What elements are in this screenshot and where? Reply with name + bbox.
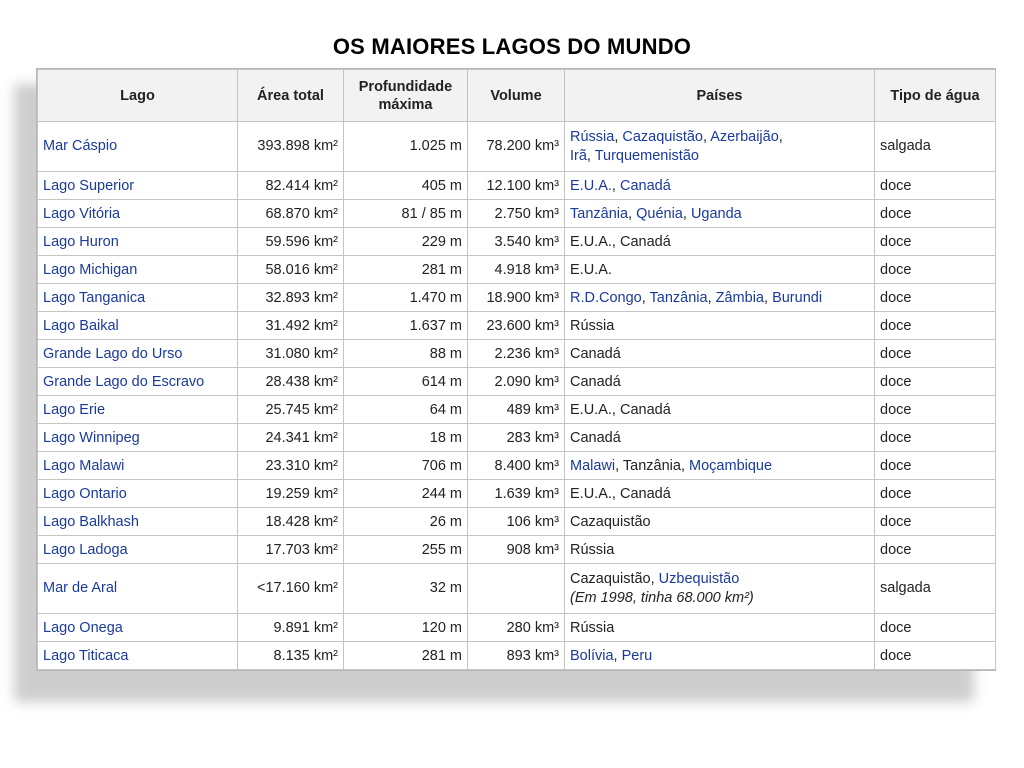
depth-cell: 405 m — [344, 172, 468, 200]
lake-name-cell — [38, 312, 238, 340]
lake-name-cell — [38, 508, 238, 536]
water-type-cell: doce — [875, 256, 996, 284]
table-row — [38, 122, 996, 172]
depth-cell: 32 m — [344, 564, 468, 614]
country-text: Canadá — [570, 345, 621, 362]
depth-cell: 1.637 m — [344, 312, 468, 340]
depth-cell: 281 m — [344, 256, 468, 284]
area-cell: 59.596 km² — [238, 228, 344, 256]
table-row — [38, 564, 996, 614]
depth-cell: 18 m — [344, 424, 468, 452]
water-type-cell: doce — [875, 284, 996, 312]
lake-name-cell — [38, 200, 238, 228]
water-type-cell: doce — [875, 424, 996, 452]
water-type-cell: doce — [875, 396, 996, 424]
water-type-cell: doce — [875, 368, 996, 396]
countries-cell: Malawi, Tanzânia, Moçambique — [565, 452, 875, 480]
lake-name-link[interactable]: Lago Winnipeg — [43, 429, 140, 446]
lake-name-cell — [38, 536, 238, 564]
area-cell: 25.745 km² — [238, 396, 344, 424]
area-cell: 82.414 km² — [238, 172, 344, 200]
country-text: Canadá — [619, 401, 671, 418]
table-row — [38, 396, 996, 424]
country-text: Rússia — [570, 317, 615, 334]
lake-name-cell — [38, 642, 238, 670]
lake-name-link[interactable]: Lago Ladoga — [43, 541, 128, 558]
lake-name-cell — [38, 480, 238, 508]
volume-cell: 2.090 km³ — [468, 368, 565, 396]
depth-cell: 120 m — [344, 614, 468, 642]
countries-cell: E.U.A., Canadá — [565, 172, 875, 200]
volume-cell: 18.900 km³ — [468, 284, 565, 312]
country-text: E.U.A. — [570, 233, 612, 250]
table-row — [38, 256, 996, 284]
countries-cell: E.U.A., Canadá — [565, 480, 875, 508]
country-link[interactable]: Irã — [570, 147, 587, 164]
country-link[interactable]: Peru — [621, 647, 653, 664]
area-cell: 9.891 km² — [238, 614, 344, 642]
country-link[interactable]: Azerbaijão — [710, 128, 779, 145]
table-row — [38, 200, 996, 228]
country-link[interactable]: Turquemenistão — [594, 147, 699, 164]
water-type-cell: doce — [875, 536, 996, 564]
countries-cell: Rússia, Cazaquistão, Azerbaijão, Irã, Turquemenistão — [565, 122, 875, 172]
table-row — [38, 424, 996, 452]
lake-name-cell — [38, 368, 238, 396]
lake-name-link[interactable]: Lago Onega — [43, 619, 123, 636]
country-text: E.U.A. — [570, 485, 612, 502]
volume-cell: 2.236 km³ — [468, 340, 565, 368]
water-type-cell: salgada — [875, 122, 996, 172]
depth-cell: 88 m — [344, 340, 468, 368]
lake-name-cell — [38, 284, 238, 312]
volume-cell: 908 km³ — [468, 536, 565, 564]
country-text: Rússia — [570, 541, 615, 558]
volume-cell: 106 km³ — [468, 508, 565, 536]
water-type-cell: doce — [875, 172, 996, 200]
depth-cell: 281 m — [344, 642, 468, 670]
country-text: Canadá — [619, 233, 671, 250]
countries-cell: Cazaquistão, Uzbequistão (Em 1998, tinha 68.000 km²) — [565, 564, 875, 614]
country-link[interactable]: Tanzânia — [570, 205, 629, 222]
country-link[interactable]: Bolívia — [570, 647, 614, 664]
column-header-lago: Lago — [38, 70, 238, 122]
countries-cell — [565, 508, 875, 536]
table-body — [38, 122, 996, 670]
volume-cell: 1.639 km³ — [468, 480, 565, 508]
depth-cell: 244 m — [344, 480, 468, 508]
area-note: (Em 1998, tinha 68.000 km²) — [570, 589, 754, 606]
column-header-countries: Países — [565, 70, 875, 122]
area-cell: 24.341 km² — [238, 424, 344, 452]
table-header-row — [38, 70, 996, 122]
water-type-cell: doce — [875, 508, 996, 536]
volume-cell: 8.400 km³ — [468, 452, 565, 480]
depth-cell: 64 m — [344, 396, 468, 424]
volume-cell: 23.600 km³ — [468, 312, 565, 340]
column-header-depth: Profundidade máxima — [344, 70, 468, 122]
water-type-cell: doce — [875, 614, 996, 642]
lake-name-link[interactable]: Lago Vitória — [43, 205, 121, 222]
lake-name-cell — [38, 122, 238, 172]
page-title: OS MAIORES LAGOS DO MUNDO — [332, 34, 692, 59]
depth-cell: 229 m — [344, 228, 468, 256]
lake-name-cell — [38, 452, 238, 480]
country-link[interactable]: Canadá — [619, 177, 671, 194]
area-cell: 393.898 km² — [238, 122, 344, 172]
country-text: Tanzânia — [622, 457, 681, 474]
country-link[interactable]: Burundi — [772, 289, 823, 306]
volume-cell: 3.540 km³ — [468, 228, 565, 256]
table-row — [38, 312, 996, 340]
lake-name-link[interactable]: Lago Huron — [43, 233, 119, 250]
countries-cell — [565, 312, 875, 340]
lake-name-cell — [38, 256, 238, 284]
country-text: Canadá — [570, 373, 621, 390]
lake-name-cell — [38, 614, 238, 642]
volume-cell: 280 km³ — [468, 614, 565, 642]
area-cell: 58.016 km² — [238, 256, 344, 284]
lake-name-link[interactable]: Grande Lago do Escravo — [43, 373, 205, 390]
lake-name-cell — [38, 424, 238, 452]
country-text: E.U.A. — [570, 261, 612, 278]
depth-cell: 26 m — [344, 508, 468, 536]
area-cell: 8.135 km² — [238, 642, 344, 670]
country-link[interactable]: Malawi — [570, 457, 616, 474]
countries-cell: E.U.A., Canadá — [565, 396, 875, 424]
table-row — [38, 452, 996, 480]
lake-name-link[interactable]: Lago Malawi — [43, 457, 125, 474]
country-link[interactable]: E.U.A. — [570, 177, 612, 194]
area-cell: 18.428 km² — [238, 508, 344, 536]
table-row — [38, 368, 996, 396]
country-link[interactable]: Moçambique — [689, 457, 773, 474]
volume-cell — [468, 564, 565, 614]
lake-name-link[interactable]: Grande Lago do Urso — [43, 345, 183, 362]
area-cell: 31.080 km² — [238, 340, 344, 368]
table-row — [38, 228, 996, 256]
country-text: E.U.A. — [570, 401, 612, 418]
table-row — [38, 480, 996, 508]
volume-cell: 283 km³ — [468, 424, 565, 452]
countries-cell — [565, 340, 875, 368]
area-cell: 19.259 km² — [238, 480, 344, 508]
country-text: Cazaquistão — [570, 513, 651, 530]
depth-cell: 1.470 m — [344, 284, 468, 312]
country-text: Canadá — [570, 429, 621, 446]
lake-name-link[interactable]: Lago Superior — [43, 177, 135, 194]
country-link[interactable]: Uzbequistão — [658, 570, 740, 587]
lakes-table — [37, 69, 996, 670]
countries-cell — [565, 256, 875, 284]
lake-name-cell — [38, 340, 238, 368]
country-text: Canadá — [619, 485, 671, 502]
countries-cell: E.U.A., Canadá — [565, 228, 875, 256]
water-type-cell: doce — [875, 452, 996, 480]
area-cell: <17.160 km² — [238, 564, 344, 614]
table-row — [38, 536, 996, 564]
countries-cell — [565, 368, 875, 396]
lake-name-link[interactable]: Mar Cáspio — [43, 138, 118, 154]
area-cell: 68.870 km² — [238, 200, 344, 228]
depth-cell: 614 m — [344, 368, 468, 396]
country-link[interactable]: Quénia — [636, 205, 683, 222]
water-type-cell: doce — [875, 228, 996, 256]
lake-name-link[interactable]: Lago Titicaca — [43, 647, 129, 664]
lake-name-cell — [38, 396, 238, 424]
water-type-cell: doce — [875, 480, 996, 508]
water-type-cell: doce — [875, 200, 996, 228]
country-link[interactable]: Rússia — [570, 128, 615, 145]
country-link[interactable]: Zâmbia — [715, 289, 764, 306]
table-row — [38, 284, 996, 312]
lake-name-link[interactable]: Lago Ontario — [43, 485, 127, 502]
lake-name-cell — [38, 172, 238, 200]
country-link[interactable]: R.D.Congo — [570, 289, 642, 306]
area-cell: 32.893 km² — [238, 284, 344, 312]
table-row — [38, 172, 996, 200]
volume-cell: 489 km³ — [468, 396, 565, 424]
countries-cell: Bolívia, Peru — [565, 642, 875, 670]
depth-cell: 81 / 85 m — [344, 200, 468, 228]
area-cell: 31.492 km² — [238, 312, 344, 340]
volume-cell: 12.100 km³ — [468, 172, 565, 200]
country-link[interactable]: Uganda — [690, 205, 742, 222]
column-header-area: Área total — [238, 70, 344, 122]
table-row — [38, 340, 996, 368]
area-cell: 28.438 km² — [238, 368, 344, 396]
countries-cell: Tanzânia, Quénia, Uganda — [565, 200, 875, 228]
countries-cell — [565, 424, 875, 452]
water-type-cell: doce — [875, 642, 996, 670]
lake-name-link[interactable]: Lago Tanganica — [43, 289, 146, 306]
depth-cell: 706 m — [344, 452, 468, 480]
country-text: Cazaquistão — [570, 570, 651, 587]
country-link[interactable]: Tanzânia — [649, 289, 708, 306]
volume-cell: 893 km³ — [468, 642, 565, 670]
water-type-cell: doce — [875, 340, 996, 368]
countries-cell — [565, 536, 875, 564]
table-row — [38, 508, 996, 536]
area-cell: 23.310 km² — [238, 452, 344, 480]
lake-name-link[interactable]: Lago Balkhash — [43, 513, 139, 530]
lake-name-cell — [38, 564, 238, 614]
area-cell: 17.703 km² — [238, 536, 344, 564]
lake-name-link[interactable]: Lago Baikal — [43, 317, 119, 334]
table-row — [38, 614, 996, 642]
column-header-water-type: Tipo de água — [875, 70, 996, 122]
lake-name-cell — [38, 228, 238, 256]
countries-cell: R.D.Congo, Tanzânia, Zâmbia, Burundi — [565, 284, 875, 312]
lake-name-link[interactable]: Lago Michigan — [43, 261, 138, 278]
lakes-table-frame — [36, 68, 996, 671]
country-link[interactable]: Cazaquistão — [622, 128, 703, 145]
volume-cell: 4.918 km³ — [468, 256, 565, 284]
table-row — [38, 642, 996, 670]
volume-cell: 78.200 km³ — [468, 122, 565, 172]
volume-cell: 2.750 km³ — [468, 200, 565, 228]
water-type-cell: doce — [875, 312, 996, 340]
countries-cell — [565, 614, 875, 642]
column-header-volume: Volume — [468, 70, 565, 122]
water-type-cell: salgada — [875, 564, 996, 614]
lake-name-link[interactable]: Lago Erie — [43, 401, 106, 418]
country-text: Rússia — [570, 619, 615, 636]
lake-name-link[interactable]: Mar de Aral — [43, 580, 118, 596]
depth-cell: 1.025 m — [344, 122, 468, 172]
depth-cell: 255 m — [344, 536, 468, 564]
